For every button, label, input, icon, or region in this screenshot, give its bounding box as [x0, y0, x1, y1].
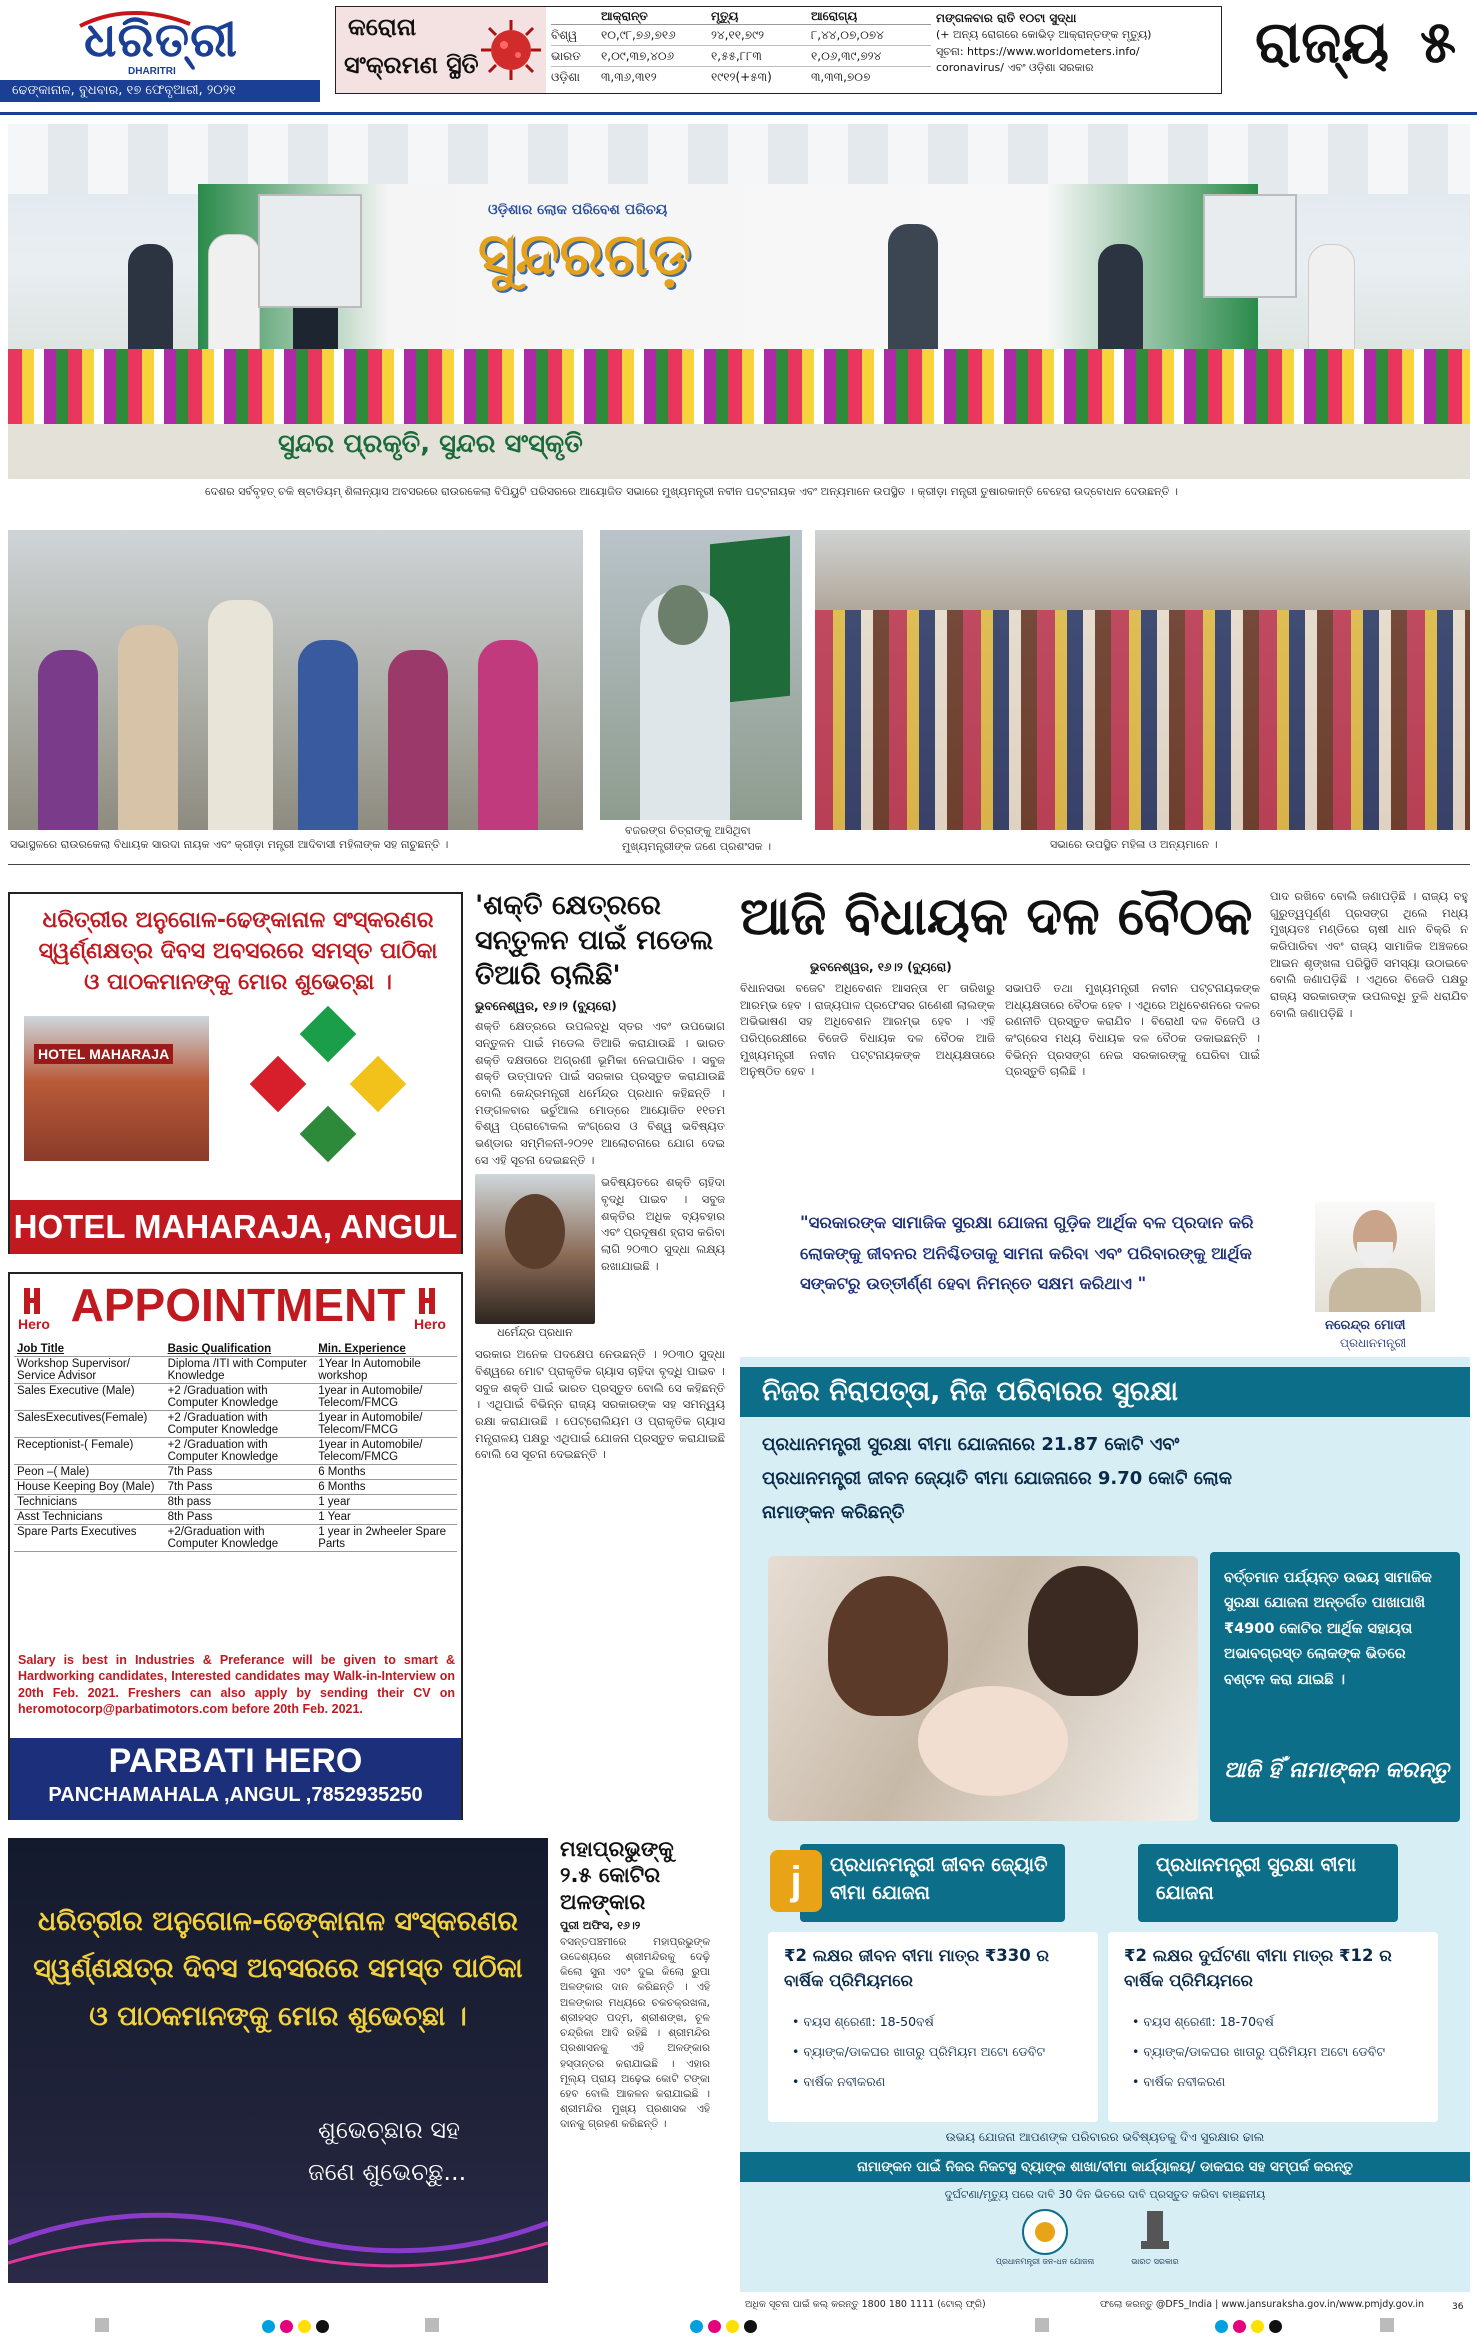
article-energy-body-1: ଶକ୍ତି କ୍ଷେତ୍ରରେ ଉପଲବ୍ଧି ସ୍ତର ଏବଂ ଉପଭୋଗ ସନ୍ତୁଳନ ପାଇଁ ମଡେଲ ତିଆରି କରାଯାଉଛି । ଭାରତ ଶକ୍ତି ଦକ୍ଷତାରେ ଅଗ୍ରଣୀ ଭୂମିକା ନେଇପାରିବ । ସବୁଜ ଶକ୍ତି ଉତ୍ପାଦନ ପାଇଁ ସରକାର ପ୍ରସ୍ତୁତ କରାଯାଉଛି ବୋଲି କେନ୍ଦ୍ରମନ୍ତ୍ରୀ ଧର୍ମେନ୍ଦ୍ର ପ୍ରଧାନ କହିଛନ୍ତି । ମଙ୍ଗଳବାର ଭର୍ଚୁଆଲ ମୋଡ୍‌ରେ ଆୟୋଜିତ ୧୧ତମ ବିଶ୍ୱ ପ୍ରୋଟୋକଲ କଂଗ୍ରେସ ଓ ବିଶ୍ୱ ଭବିଷ୍ୟତ ଭଣ୍ଡାର ସମ୍ମିଳନୀ-୨୦୨୧ ଆଲୋଚନାରେ ଯୋଗ ଦେଇ ସେ ଏହି ସୂଚନା ଦେଇଛନ୍ତି । — [475, 1019, 725, 1167]
hero-logo-right-icon — [415, 1286, 455, 1316]
scheme-right-point: • ବାର୍ଷିକ ନବୀକରଣ — [1132, 2074, 1226, 2089]
ad-insurance-side-panel — [1210, 1552, 1460, 1822]
ad-hero-table — [14, 1342, 457, 1552]
person-figure — [388, 650, 448, 830]
banner-bottom-text: ସୁନ୍ଦର ପ୍ରକୃତି, ସୁନ୍ଦର ସଂସ୍କୃତି — [278, 429, 583, 459]
portrait-caption: ଧର୍ମେନ୍ଦ୍ର ପ୍ରଧାନ — [497, 1326, 573, 1340]
photo-fan — [600, 530, 802, 820]
scheme-right-title: ପ୍ରଧାନମନ୍ତ୍ରୀ ସୁରକ୍ଷା ବୀମା ଯୋଜନା — [1156, 1854, 1357, 1904]
page-number: ୫ — [1420, 8, 1457, 76]
table-cell: +2/Graduation with Computer Knowledge — [165, 1525, 316, 1552]
ad-insurance-banner-text: ନିଜର ନିରାପତ୍ତା, ନିଜ ପରିବାରର ସୁରକ୍ଷା — [762, 1376, 1179, 1407]
color-dots — [262, 2318, 329, 2337]
table-cell: Asst Technicians — [14, 1510, 165, 1525]
scheme-right-title-tab — [1138, 1844, 1398, 1922]
article-meeting — [740, 888, 1470, 1188]
corona-header-cases: ଆକ୍ରାନ୍ତ — [601, 9, 648, 23]
table-cell: 6 Months — [315, 1480, 457, 1495]
article-energy-headline: 'ଶକ୍ତି କ୍ଷେତ୍ରରେ ସନ୍ତୁଳନ ପାଇଁ ମଡେଲ ତିଆରି ଚାଲିଛି' — [475, 890, 714, 992]
mother-figure — [1028, 1566, 1138, 1696]
table-cell: 8th pass — [165, 1495, 316, 1510]
flower-bed — [8, 349, 1470, 429]
table-cell: 8th Pass — [165, 1510, 316, 1525]
table-row — [14, 1384, 457, 1411]
father-figure — [828, 1576, 948, 1716]
govt-emblem — [1110, 2207, 1200, 2267]
photo-audience — [815, 530, 1470, 830]
article-temple-headline: ମହାପ୍ରଭୁଙ୍କୁ ୨.୫ କୋଟିର ଅଳଙ୍କାର — [560, 1837, 674, 1914]
hero-logo-left-icon — [20, 1286, 60, 1316]
ad-insurance — [740, 1192, 1470, 2292]
ad-hero-dealer-bar — [10, 1738, 461, 1820]
corona-title-line2: ସଂକ୍ରମଣ ସ୍ଥିତି — [344, 51, 479, 79]
table-cell: 1Year In Automobile workshop — [315, 1357, 457, 1384]
corona-cell: ୩,୩୬,୩୧୨ — [601, 70, 657, 84]
table-row — [14, 1438, 457, 1465]
table-cell: SalesExecutives(Female) — [14, 1411, 165, 1438]
table-cell: 7th Pass — [165, 1465, 316, 1480]
ad-insurance-banner — [740, 1367, 1470, 1417]
table-row — [14, 1465, 457, 1480]
table-cell: +2 /Graduation with Computer Knowledge — [165, 1411, 316, 1438]
corona-row-india — [551, 46, 931, 67]
corona-row-label: ଭାରତ — [551, 49, 581, 63]
ad-hero-notice: Salary is best in Industries & Preferance will be given to smart & Hardworking candidates, Interested candidates may Walk-in-Interview on 20th Feb. 2021. Freshers can also apply by sending their CV on heromotocorp@parbatimotors.com before 20th Feb. 2021. — [18, 1653, 455, 1716]
section-rule — [8, 864, 1470, 865]
logo-text: ଧରିତ୍ରୀ — [84, 12, 238, 68]
corona-cell: ୧,୫୫,୮୮୩ — [711, 49, 762, 63]
article-meeting-body-3: ପାଦ ରଖିବେ ବୋଲି ଜଣାପଡ଼ିଛି । ରାଜ୍ୟ ବହୁ ଗୁରୁତ୍ୱପୂର୍ଣ୍ଣ ପ୍ରସଙ୍ଗ ଥିଲେ ମଧ୍ୟ ମୁଖ୍ୟତଃ ମଣ୍ଡିରେ ଚାଷୀ ଧାନ ବିକ୍ରି ନ କରିପାରିବା ଏବଂ ରାଜ୍ୟ ସାମାଜିକ ଅଞ୍ଚଳରେ ଆଇନ ଶୃଙ୍ଖଳା ପରିସ୍ଥିତି ସମସ୍ୟା ଉଠାଇବେ ବୋଲି ଜଣାପଡ଼ିଛି । ଏଥିରେ ବିଜେଡି ପକ୍ଷରୁ ରାଜ୍ୟ ସରକାରଙ୍କ ଉପଲବ୍ଧି ତୁଳି ଧରାଯିବ ବୋଲି ଜଣାପଡ଼ିଛି । — [1270, 889, 1468, 1020]
person-figure — [208, 600, 273, 830]
person-figure — [888, 224, 938, 364]
ad-insurance-contact-bar — [740, 2152, 1470, 2182]
table-cell: 7th Pass — [165, 1480, 316, 1495]
hero-brand-right: Hero — [414, 1316, 446, 1332]
table-cell: 6 Months — [315, 1465, 457, 1480]
scheme-point-text: ବ୍ୟାଙ୍କ/ଡାକଘର ଖାତାରୁ ପ୍ରିମିୟମ ଅଟୋ ଡେବିଟ — [803, 2044, 1046, 2059]
hotel-sign: HOTEL MAHARAJA — [34, 1044, 173, 1064]
ad-insurance-footer-right: ଫଲୋ କରନ୍ତୁ @DFS_India | www.jansuraksha.gov.in/www.pmjdy.gov.in — [1100, 2299, 1425, 2310]
table-row — [14, 1495, 457, 1510]
portrait-photo — [475, 1174, 595, 1324]
table-cell: Peon –( Male) — [14, 1465, 165, 1480]
table-cell: 1 year — [315, 1495, 457, 1510]
table-row — [14, 1525, 457, 1552]
govt-emblem-label: ଭାରତ ସରକାର — [1131, 2257, 1179, 2266]
scheme-right-box — [1108, 1932, 1438, 2122]
ad-greeting-sign-1: ଶୁଭେଚ୍ଛାର ସହ — [318, 2116, 460, 2144]
top-photo — [8, 124, 1470, 479]
scheme-right-point: • ବୟସ ଶ୍ରେଣୀ: 18-70ବର୍ଷ — [1132, 2014, 1274, 2029]
corona-cell: ୧,୦୯,୩୭,୪୦୬ — [601, 49, 675, 63]
person-figure — [118, 625, 178, 830]
ad-insurance-side-text: ବର୍ତ୍ତମାନ ପର୍ଯ୍ୟନ୍ତ ଉଭୟ ସାମାଜିକ ସୁରକ୍ଷା ଯୋଜନା ଅନ୍ତର୍ଗତ ପାଖାପାଖି ₹4900 କୋଟିର ଆର୍ଥିକ ସହାୟତା ଅଭାବଗ୍ରସ୍ତ ଲୋକଙ୍କ ଭିତରେ ବଣ୍ଟନ କରା ଯାଇଛି । — [1224, 1570, 1432, 1688]
corona-cell: ୩,୩୩,୭୦୭ — [811, 70, 871, 84]
corona-cell: ୧,୦୬,୩୯,୭୨୪ — [811, 49, 882, 63]
corona-note-title: ମଙ୍ଗଳବାର ରାତି ୧୦ଟା ସୁଦ୍ଧା — [936, 11, 1077, 25]
article-temple-body: ବସନ୍ତପଞ୍ଚମୀରେ ମହାପ୍ରଭୁଙ୍କ ଉଦ୍ଦେଶ୍ୟରେ ଶ୍ରୀମନ୍ଦିରକୁ ଦେଢ଼ି କିଲୋ ସୁନା ଏବଂ ଦୁଇ କିଲୋ ରୁପା ଅଳଙ୍କାର ଦାନ କରିଛନ୍ତି । ଏହି ଅଳଙ୍କାର ମଧ୍ୟରେ ଚକଚକ୍ରଖଳା, ଶ୍ରୀହସ୍ତ ପଦ୍ମ, ଶ୍ରୀଶଙ୍ଖ, ଚୂଳ ଚନ୍ଦ୍ରିକା ଆଦି ରହିଛି । ଶ୍ରୀମନ୍ଦିର ପ୍ରଶାସନକୁ ଏହି ଅଳଙ୍କାର ହସ୍ତାନ୍ତର କରାଯାଇଛି । ଏହାର ମୂଲ୍ୟ ପ୍ରାୟ ଅଢ଼େଇ କୋଟି ଟଙ୍କା ହେବ ବୋଲି ଆକଳନ କରାଯାଇଛି । ଶ୍ରୀମନ୍ଦିର ମୁଖ୍ୟ ପ୍ରଶାସକ ଏହି ଦାନକୁ ଗ୍ରହଣ କରିଛନ୍ତି । — [560, 1935, 710, 2131]
table-cell: 1 Year — [315, 1510, 457, 1525]
photo-dance-caption: ସଭାସ୍ଥଳରେ ରାଉରକେଲା ବିଧାୟକ ସାରଦା ନାୟକ ଏବଂ କ୍ରୀଡ଼ା ମନ୍ତ୍ରୀ ଆଦିବାସୀ ମହିଳାଙ୍କ ସହ ନାଚୁଛନ୍ତି । — [10, 838, 449, 851]
scheme-left-title-tab — [790, 1844, 1065, 1922]
ad-hero-address: PANCHAMAHALA ,ANGUL ,7852935250 — [48, 1784, 423, 1806]
article-meeting-body-1: ବିଧାନସଭା ବଜେଟ ଅଧିବେଶନ ଆସନ୍ତା ୧୮ ତାରିଖରୁ ଆରମ୍ଭ ହେବ । ରାଜ୍ୟପାଳ ପ୍ରଫେସର ଗଣେଶୀ ଲାଲଙ୍କ ଅଭିଭାଷଣ ସହ ଅଧିବେଶନ ଆରମ୍ଭ ହେବ । ଏହି ପରିପ୍ରେକ୍ଷୀରେ ବିଜେଡି ବିଧାୟକ ଦଳ ବୈଠକ ଆଜି ମୁଖ୍ୟମନ୍ତ୍ରୀ ନବୀନ ପଟ୍ଟନାୟକଙ୍କ ଅଧ୍ୟକ୍ଷତାରେ ଅନୁଷ୍ଠିତ ହେବ । — [740, 981, 995, 1079]
hotel-logo-icon — [238, 1004, 438, 1164]
hero-brand-left: Hero — [18, 1316, 50, 1332]
banner-top-text: ଓଡ଼ିଶାର ଲୋକ ପରିବେଶ ପରିଚୟ — [488, 202, 668, 218]
portrait-banner — [1203, 194, 1297, 298]
scheme-left-head: ₹2 ଲକ୍ଷର ଜୀବନ ବୀମା ମାତ୍ର ₹330 ର ବାର୍ଷିକ ପ୍ରିମିୟମରେ — [784, 1946, 1050, 1990]
ad-hotel-greeting: ଧରିତ୍ରୀର ଅନୁଗୋଳ-ଢେଙ୍କାନାଳ ସଂସ୍କରଣର ସ୍ୱର୍ଣ୍ଣକ୍ଷତ୍ର ଦିବସ ଅବସରରେ ସମସ୍ତ ପାଠିକା ଓ ପାଠକମାନଙ୍କୁ ମୋର ଶୁଭେଚ୍ଛା । — [38, 908, 438, 995]
ad-insurance-quote-panel — [740, 1192, 1470, 1357]
scheme-point-text: ବ୍ୟାଙ୍କ/ଡାକଘର ଖାତାରୁ ପ୍ରିମିୟମ ଅଟୋ ଡେବିଟ — [1143, 2044, 1386, 2059]
ad-insurance-quote: "ସରକାରଙ୍କ ସାମାଜିକ ସୁରକ୍ଷା ଯୋଜନା ଗୁଡ଼ିକ ଆର୍ଥିକ ବଳ ପ୍ରଦାନ କରି ଲୋକଙ୍କୁ ଜୀବନର ଅନିଶ୍ଚିତତାକୁ ସାମନା କରିବା ଏବଂ ପରିବାରଙ୍କୁ ଆର୍ଥିକ ସଙ୍କଟରୁ ଉତ୍ତୀର୍ଣ୍ଣ ହେବା ନିମନ୍ତେ ସକ୍ଷମ କରିଥାଏ " — [800, 1213, 1254, 1294]
table-cell: Workshop Supervisor/ Service Advisor — [14, 1357, 165, 1384]
portrait-dharmendra — [475, 1174, 595, 1340]
scheme-point-text: ବାର୍ଷିକ ନବୀକରଣ — [803, 2074, 886, 2089]
ad-greeting-text: ଧରିତ୍ରୀର ଅନୁଗୋଳ-ଢେଙ୍କାନାଳ ସଂସ୍କରଣର ସ୍ୱର୍ଣ୍ଣକ୍ଷତ୍ର ଦିବସ ଅବସରରେ ସମସ୍ତ ପାଠିକା ଓ ପାଠକମାନଙ୍କୁ ମୋର ଶୁଭେଚ୍ଛା । — [33, 1906, 523, 2032]
article-energy-dateline: ଭୁବନେଶ୍ୱର, ୧୬।୨ (ବ୍ୟୁରୋ) — [475, 999, 617, 1014]
grey-patch — [95, 2318, 109, 2332]
person-figure — [208, 234, 260, 366]
ad-hotel-maharaja — [8, 892, 463, 1254]
table-cell: +2 /Graduation with Computer Knowledge — [165, 1438, 316, 1465]
article-energy-body-2: ଭବିଷ୍ୟତରେ ଶକ୍ତି ଚାହିଦା ବୃଦ୍ଧି ପାଇବ । ସବୁଜ ଶକ୍ତିର ଅଧିକ ବ୍ୟବହାର ଏବଂ ପ୍ରଦୂଷଣ ହ୍ରାସ କରିବା ଲାଗି ୨୦୩୦ ସୁଦ୍ଧା ଲକ୍ଷ୍ୟ ରଖାଯାଇଛି । — [601, 1175, 725, 1273]
crowd-rows — [815, 610, 1470, 830]
hotel-photo — [24, 1016, 209, 1161]
person-figure — [478, 640, 538, 830]
article-energy — [475, 888, 725, 1823]
grey-patch — [1380, 2318, 1394, 2332]
article-meeting-headline: ଆଜି ବିଧାୟକ ଦଳ ବୈଠକ — [740, 887, 1253, 947]
table-cell: Sales Executive (Male) — [14, 1384, 165, 1411]
top-photo-caption: ଦେଶର ସର୍ବବୃହତ୍ ଚକି ଷ୍ଟାଡିୟମ୍ ଶିଳାନ୍ୟାସ ଅବସରରେ ରାଉରକେଲା ବିପିୟୁଟି ପରିସରରେ ଆୟୋଜିତ ସଭାରେ ମୁଖ୍ୟମନ୍ତ୍ରୀ ନବୀନ ପଟ୍ଟନାୟକ ଏବଂ ଅନ୍ୟମାନେ ଉପସ୍ଥିତ । କ୍ରୀଡ଼ା ମନ୍ତ୍ରୀ ତୁଷାରକାନ୍ତି ବେହେରା ଉଦ୍‌ବୋଧନ ଦେଉଛନ୍ତି । — [205, 485, 1178, 498]
table-row — [14, 1357, 457, 1384]
corona-cell: ୧୯୧୨(+୫୩) — [711, 70, 772, 84]
ad-insurance-claim-line: ଦୁର୍ଘଟଣା/ମୃତ୍ୟୁ ପରେ ଦାବି 30 ଦିନ ଭିତରେ ଦାବି ପ୍ରସ୍ତୁତ କରିବା ବାଞ୍ଛନୀୟ — [944, 2188, 1266, 2201]
ad-insurance-both-line: ଉଭୟ ଯୋଜନା ଆପଣଙ୍କ ପରିବାରର ଭବିଷ୍ୟତକୁ ଦିଏ ସୁରକ୍ଷାର ଢାଲ — [945, 2130, 1265, 2144]
portrait-banner — [258, 194, 362, 308]
table-cell: 1year in Automobile/ Telecom/FMCG — [315, 1438, 457, 1465]
scheme-point-text: ବୟସ ଶ୍ରେଣୀ: 18-70ବର୍ଷ — [1143, 2014, 1274, 2029]
article-energy-body-3: ସରକାର ଅନେକ ପଦକ୍ଷେପ ନେଉଛନ୍ତି । ୨୦୩୦ ସୁଦ୍ଧା ବିଶ୍ୱରେ ମୋଟ ପ୍ରାକୃତିକ ଗ୍ୟାସ ଚାହିଦା ବୃଦ୍ଧି ପାଇବ । ସବୁଜ ଶକ୍ତି ପାଇଁ ଭାରତ ପ୍ରସ୍ତୁତ ବୋଲି ସେ କହିଛନ୍ତି । ଏଥିପାଇଁ ବିଭିନ୍ନ ରାଜ୍ୟ ସରକାରଙ୍କ ସହ ସମନ୍ୱୟ ରକ୍ଷା କରାଯାଉଛି । ପେଟ୍ରୋଲିୟମ ଓ ପ୍ରାକୃତିକ ଗ୍ୟାସ ମନ୍ତ୍ରାଳୟ ପକ୍ଷରୁ ଏଥିପାଇଁ ଯୋଜନା ପ୍ରସ୍ତୁତ କରାଯାଇଛି ବୋଲି ସେ ସୂଚନା ଦେଇଛନ୍ତି । — [475, 1347, 725, 1462]
stage-front — [8, 424, 1470, 479]
masthead-rule — [0, 112, 1477, 115]
scheme-left-title: ପ୍ରଧାନମନ୍ତ୍ରୀ ଜୀବନ ଜ୍ୟୋତି ବୀମା ଯୋଜନା — [830, 1854, 1048, 1904]
ashoka-emblem-icon — [1135, 2207, 1175, 2255]
column-header: Job Title — [14, 1342, 165, 1357]
page-code: 36 — [1452, 2302, 1464, 2312]
color-dots — [1215, 2318, 1282, 2337]
corona-note-line: ସୂଚନା: https://www.worldometers.info/ — [936, 44, 1140, 58]
family-photo — [768, 1556, 1198, 1821]
portrait-face — [505, 1194, 565, 1269]
ad-insurance-headline: ପ୍ରଧାନମନ୍ତ୍ରୀ ସୁରକ୍ଷା ବୀମା ଯୋଜନାରେ 21.87 କୋଟି ଏବଂ ପ୍ରଧାନମନ୍ତ୍ରୀ ଜୀବନ ଜ୍ୟୋତି ବୀମା ଯୋଜନାରେ 9.70 କୋଟି ଲୋକ ନାମାଙ୍କନ କରିଛନ୍ତି — [762, 1434, 1233, 1524]
table-row — [14, 1411, 457, 1438]
logo-subtext: DHARITRI — [128, 66, 176, 77]
corona-cell: ୧୦,୯୮,୭୬,୭୧୬ — [601, 28, 676, 42]
section-title: ରାଜ୍ୟ — [1255, 8, 1390, 76]
pmjdy-emblem — [995, 2207, 1095, 2267]
corona-header-deaths: ମୃତ୍ୟୁ — [711, 9, 739, 23]
scheme-point-text: ବାର୍ଷିକ ନବୀକରଣ — [1143, 2074, 1226, 2089]
banner-title-text: ସୁନ୍ଦରଗଡ଼ — [478, 220, 692, 288]
scheme-logo-icon: j — [770, 1850, 822, 1912]
table-cell: House Keeping Boy (Male) — [14, 1480, 165, 1495]
scheme-left-point: • ବାର୍ଷିକ ନବୀକରଣ — [792, 2074, 886, 2089]
baby-figure — [918, 1686, 1068, 1796]
ad-hero-title: APPOINTMENT — [70, 1279, 406, 1331]
masthead — [0, 0, 1477, 118]
corona-title-panel — [336, 7, 546, 93]
corona-header-recovered: ଆରୋଗ୍ୟ — [811, 9, 858, 23]
grey-patch — [425, 2318, 439, 2332]
ad-hotel-name: HOTEL MAHARAJA, ANGUL — [13, 1208, 458, 1245]
article-meeting-dateline: ଭୁବନେଶ୍ୱର, ୧୬।୨ (ବ୍ୟୁରୋ) — [810, 960, 952, 974]
pm-coat — [1329, 1268, 1421, 1312]
corona-box — [335, 6, 1222, 94]
article-meeting-body-2: ସଭାପତି ତଥା ମୁଖ୍ୟମନ୍ତ୍ରୀ ନବୀନ ପଟ୍ଟନାୟକଙ୍କ ଅଧ୍ୟକ୍ଷତାରେ ବୈଠକ ହେବ । ଏଥିରେ ଅଧିବେଶନରେ ଦଳର ରଣନୀତି ପ୍ରସ୍ତୁତ କରାଯିବ । ବିରୋଧୀ ଦଳ ବିଜେପି ଓ କଂଗ୍ରେସ ମଧ୍ୟ ବିଧାୟକ ଦଳ ବୈଠକ ଡକାଇଛନ୍ତି । ବିଭିନ୍ନ ପ୍ରସଙ୍ଗ ନେଇ ସରକାରଙ୍କୁ ଘେରିବା ପାଇଁ ପ୍ରସ୍ତୁତି ଚାଲିଛି । — [1005, 981, 1260, 1079]
newspaper-logo — [70, 6, 300, 76]
person-figure — [298, 640, 358, 830]
scheme-left-point: • ବ୍ୟାଙ୍କ/ଡାକଘର ଖାତାରୁ ପ୍ରିମିୟମ ଅଟୋ ଡେବିଟ — [792, 2044, 1046, 2059]
table-row — [14, 1510, 457, 1525]
person-figure — [1308, 244, 1355, 366]
article-temple-dateline: ପୁରୀ ଅଫିସ, ୧୬।୨ — [560, 1918, 641, 1932]
ad-insurance-footer-left: ଅଧିକ ସୂଚନା ପାଇଁ କଲ୍ କରନ୍ତୁ 1800 180 1111 (ଟୋଲ୍ ଫ୍ରି) — [745, 2299, 986, 2310]
corona-note-line: (+ ଅନ୍ୟ ରୋଗରେ କୋଭିଡ଼ ଆକ୍ରାନ୍ତଙ୍କ ମୃତ୍ୟୁ) — [936, 28, 1152, 41]
table-row — [14, 1480, 457, 1495]
ad-hotel-name-bar — [10, 1200, 461, 1254]
ad-hero-appointment — [8, 1272, 463, 1820]
corona-row-world — [551, 25, 931, 46]
scheme-right-point: • ବ୍ୟାଙ୍କ/ଡାକଘର ଖାତାରୁ ପ୍ରିମିୟମ ଅଟୋ ଡେବିଟ — [1132, 2044, 1386, 2059]
corona-cell: ୨୪,୧୧,୭୯୨ — [711, 28, 765, 42]
corona-cell: ୮,୪୪,୦୭,୦୭୪ — [811, 28, 884, 42]
scheme-right-head: ₹2 ଲକ୍ଷର ଦୁର୍ଘଟଣା ବୀମା ମାତ୍ର ₹12 ର ବାର୍ଷିକ ପ୍ରିମିୟମରେ — [1124, 1946, 1392, 1990]
photo-fan-caption-2: ମୁଖ୍ୟମନ୍ତ୍ରୀଙ୍କ ଜଣେ ପ୍ରଶଂସକ । — [622, 840, 772, 853]
column-header: Min. Experience — [315, 1342, 457, 1357]
table-cell: 1 year in 2wheeler Spare Parts — [315, 1525, 457, 1552]
dateline-bar — [0, 80, 320, 102]
table-cell: Receptionist-( Female) — [14, 1438, 165, 1465]
ad-greeting-sign-2: ଜଣେ ଶୁଭେଚ୍ଛୁ... — [308, 2158, 467, 2186]
pmjdy-logo-icon — [1015, 2207, 1075, 2257]
table-cell: Spare Parts Executives — [14, 1525, 165, 1552]
table-cell: 1year in Automobile/ Telecom/FMCG — [315, 1411, 457, 1438]
person-figure — [38, 650, 98, 830]
corona-title-line1: କରୋନା — [348, 13, 417, 41]
corona-note-line: coronavirus/ ଏବଂ ଓଡ଼ିଶା ସରକାର — [936, 61, 1094, 74]
table-cell: Diploma /ITI with Computer Knowledge — [165, 1357, 316, 1384]
table-cell: Technicians — [14, 1495, 165, 1510]
photo-dance — [8, 530, 583, 830]
table-cell: +2 /Graduation with Computer Knowledge — [165, 1384, 316, 1411]
photo-fan-caption-1: ବଜରଙ୍ଗ ଚିତ୍ରାଙ୍କୁ ଆସିଥିବା — [625, 824, 751, 837]
table-cell: 1year in Automobile/ Telecom/FMCG — [315, 1384, 457, 1411]
face-paint — [658, 585, 708, 645]
virus-icon — [476, 15, 546, 85]
corona-row-label: ଓଡ଼ିଶା — [551, 70, 580, 84]
article-temple — [560, 1836, 710, 2291]
pm-name: ନରେନ୍ଦ୍ର ମୋଦୀ — [1325, 1318, 1406, 1333]
corona-table — [551, 9, 931, 87]
ad-hero-dealer: PARBATI HERO — [108, 1742, 363, 1780]
decor-wave-icon — [8, 2193, 548, 2283]
pm-title: ପ୍ରଧାନମନ୍ତ୍ରୀ — [1340, 1336, 1407, 1350]
corona-note — [936, 9, 1216, 77]
ad-insurance-contact-text: ନାମାଙ୍କନ ପାଇଁ ନିଜର ନିକଟସ୍ଥ ବ୍ୟାଙ୍କ ଶାଖା/ବୀମା କାର୍ଯ୍ୟାଳୟ/ ଡାକଘର ସହ ସମ୍ପର୍କ କରନ୍ତୁ — [857, 2159, 1353, 2175]
grey-patch — [1035, 2318, 1049, 2332]
person-figure — [1098, 244, 1143, 364]
color-dots — [690, 2318, 757, 2337]
ad-insurance-cta: ଆଜି ହିଁ ନାମାଙ୍କନ କରନ୍ତୁ — [1224, 1758, 1449, 1783]
corona-row-label: ବିଶ୍ୱ — [551, 28, 578, 42]
ad-greeting — [8, 1838, 548, 2283]
person-figure — [128, 244, 173, 364]
column-header: Basic Qualification — [165, 1342, 316, 1357]
table-header-row — [14, 1342, 457, 1357]
pm-portrait — [1315, 1202, 1435, 1312]
photo-audience-caption: ସଭାରେ ଉପସ୍ଥିତ ମହିଳା ଓ ଅନ୍ୟମାନେ । — [1050, 838, 1218, 851]
dateline-text: ଢେଙ୍କାନାଳ, ବୁଧବାର, ୧୭ ଫେବୃଆରୀ, ୨୦୨୧ — [12, 83, 236, 98]
scheme-left-box — [768, 1932, 1098, 2122]
corona-row-odisha — [551, 67, 931, 87]
pmjdy-emblem-label: ପ୍ରଧାନମନ୍ତ୍ରୀ ଜନ-ଧନ ଯୋଜନା — [995, 2257, 1095, 2266]
pm-beard — [1357, 1242, 1393, 1268]
scheme-point-text: ବୟସ ଶ୍ରେଣୀ: 18-50ବର୍ଷ — [803, 2014, 934, 2029]
scheme-left-point: • ବୟସ ଶ୍ରେଣୀ: 18-50ବର୍ଷ — [792, 2014, 934, 2029]
